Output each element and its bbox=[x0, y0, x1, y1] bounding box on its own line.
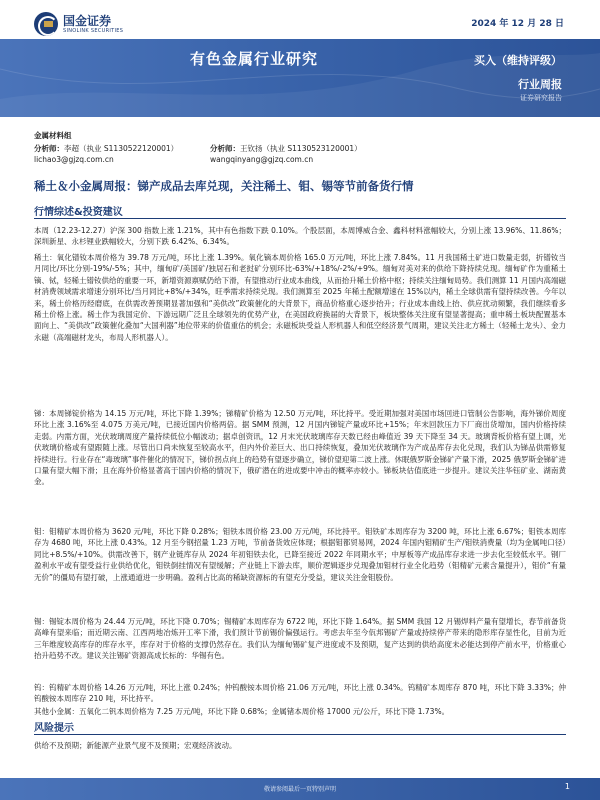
section-heading-summary: 行情综述&投资建议 bbox=[34, 207, 123, 218]
section-divider bbox=[34, 734, 566, 735]
report-category: 证券研究报告 bbox=[520, 94, 562, 102]
report-title: 有色金属行业研究 bbox=[190, 50, 319, 68]
paragraph-antimony: 锑：本周锑锭价格为 14.15 万元/吨，环比下降 1.39%；锑精矿价格为 12.50 万元/吨，环比持平。受近期加强对美国市场回进口管制公告影响，海外锑价周度环比上涨 3.16%至 4.075 万美元/吨，已接近国内价格两倍。据 SMM 预测，12 月国内锑锭产量或环比+15%；年末回款压力下厂商出货增加，国内价格持续走弱。内需方面，光伏玻璃周度产量持续低位小幅波动；据卓创资讯，12 月末光伏玻璃库存天数已经由峰值近 39 天下降至 34 天。玻璃背板价格有望上调，光伏玻璃价格或有望跟随上涨。尽管出口尚未恢复至较高水平，但内外价差巨大、出口持续恢复，叠加光伏玻璃作为产成品库存去化兑现，我们认为锑品供需修复持续进行。行业存在“毒玻璃”事件催化的情况下，锑价拐点向上的趋势有望逐步确立，锑价望迎第二波上涨。休眠俄罗斯金锑矿产量下滑，2025 俄罗斯金锑矿进口量有望大幅下滑；且在海外价格显著高于国内价格的情况下，俄矿潜在的进成要中冲击的概率亦较小。锑板块估值底进一步提升。建议关注华钰矿业、湖南黄金。 bbox=[34, 409, 566, 487]
analyst-2-name: 王钦扬（执业 S1130523120001） bbox=[240, 144, 362, 153]
paragraph-market-overview: 本周（12.23-12.27）沪深 300 指数上涨 1.21%，其中有色指数下跌 0.10%。个股层面，本周博威合金、鑫科材料涨幅较大，分别上涨 13.96%、11.86%；深圳新星、永杉锂业跌幅较大，分别下跌 6.42%、6.34%。 bbox=[34, 226, 566, 247]
risk-text: 供给不及预期；新能源产业景气度不及预期；宏观经济波动。 bbox=[34, 741, 237, 750]
analyst-2 bbox=[210, 143, 362, 154]
paragraph-molybdenum: 钼：钼精矿本周价格为 3620 元/吨，环比下降 0.28%；钼铁本周价格 23.00 万元/吨，环比持平。钼铁矿本周库存为 3200 吨，环比上涨 6.67%；钼铁本周库存为 4680 吨，环比上涨 0.43%。12 月至今钢招量 1.23 万吨，节前备货效应体现；根据钼都贸易网，2024 年国内钼精矿生产/钼铁消费量（均为金属吨口径）同比+8.5%/+10%。供需改善下，钢产业链库存从 2024 年初钼铁去化，已降至接近 2022 年同期水平；中厚板等产成品库存求进一步去化至较低水平。钢厂盈利水平或有望受益行业供给优化，钼铁倒挂情况有望缓解；产业链上下游去库，顺价逻辑逐步兑现叠加钼材行业全化趋势（钼精矿元素含量提升），钼价“有量无价”的僵局有望打破，上涨通道进一步明确。盈利占比高的稀缺资源标的有望充分受益，建议关注金钼股份。 bbox=[34, 527, 566, 582]
paragraph-other-metals: 其他小金属：五氧化二钒本周价格为 7.25 万元/吨，环比下降 0.68%；金属锗本周价格 17000 元/公斤，环比下降 1.73%。 bbox=[34, 707, 450, 716]
analyst-1-name: 李超（执业 S1130522120001） bbox=[64, 144, 179, 153]
analyst-2-label: 分析师： bbox=[210, 144, 240, 153]
logo-icon bbox=[34, 12, 58, 36]
logo-name-en: SINOLINK SECURITIES bbox=[63, 27, 124, 34]
rating-label: 买入（维持评级） bbox=[474, 54, 562, 67]
report-headline: 稀土＆小金属周报：锑产成品去库兑现，关注稀土、钼、锡等节前备货行情 bbox=[34, 179, 414, 193]
paragraph-rare-earth: 稀土：氧化镨钕本周价格为 39.78 万元/吨，环比上涨 1.39%。氧化镝本周价格 165.0 万元/吨，环比上涨 7.84%。11 月我国稀土矿进口数量走弱，折镨钕当月同比/环比分别-19%/-5%；其中，缅甸矿/美国矿/独居石和老挝矿分别环比-63%/+18%/-2%/+9%。缅甸对美对来的供给下降持续兑现。缅甸矿作为重稀土镝、铽，轻稀土镨钕供给的重要一环，新增资源禀赋仍给下滑，有望推动行业成本曲线，从而抬升稀土价格中枢；持续关注缅甸局势。我们测算 11 月国内高端磁材消费领域需求增速分别环比/当月同比+8%/+34%，旺季需求持续兑现。我们测算至 2025 年稀土配额增速在 15%以内，稀土全球供需有望持续改善。今年以来，稀土价格历经磨底，在供需改善预期显著加强和“美供改”政策催化的大背景下，商品价格重心逐步抬升；行业成本曲线上抬、供应扰动频繁，我们继续看多稀土价格上涨。稀土作为我国定价、下游远期广泛且全球领先的优势产业，在美国政府换届的大背景下，板块整体关注度有望显著提高；重申稀土板块配置基本面向上、“美供改”政策催化叠加“大国利器”地位带来的价值重估的机会；永磁板块受益人形机器人和低空经济景气周期，建议关注北方稀土（轻稀土龙头）、金力永磁（高端磁材龙头，布局人形机器人）。 bbox=[34, 253, 566, 342]
paragraph-tin: 锡：锡锭本周价格为 24.44 万元/吨，环比下降 0.70%；锡精矿本周库存为 6722 吨，环比下降 1.64%。据 SMM 我国 12 月锡焊料产量有望增长，春节前备货高峰有望来临；而近期云南、江西两地冶炼开工率下滑，我们预计节前锡价偏强运行。考虑去年至今佤邦锡矿产量或持续停产带来的隐形库存显性化，目前为近三年维度较高库存的库存水平，库存对于价格的支撑仍然存在。我们认为缅甸锡矿复产进度或不及预期，复产达到的供给高度未必能达到停产前水平，价格重心抬升趋势不改。建议关注锡矿资源高成长标的：华锡有色。 bbox=[34, 617, 566, 661]
analyst-1 bbox=[34, 143, 178, 154]
paragraph-tungsten: 钨：钨精矿本周价格 14.26 万元/吨，环比上涨 0.24%；仲钨酸铵本周价格 21.06 万元/吨，环比上涨 0.34%。钨精矿本周库存 870 吨，环比下降 3.33%；仲钨酸铵本周库存 210 吨，环比持平。 bbox=[34, 683, 566, 704]
section-divider bbox=[34, 218, 566, 219]
report-date: 2024 年 12 月 28 日 bbox=[471, 19, 564, 29]
brand-logo bbox=[34, 12, 123, 36]
analyst-1-label: 分析师： bbox=[34, 144, 64, 153]
analyst-2-email[interactable]: wangqinyang@gjzq.com.cn bbox=[210, 155, 314, 164]
footer-disclaimer[interactable]: 敬请参阅最后一页特别声明 bbox=[263, 786, 336, 793]
page-number: 1 bbox=[564, 782, 570, 791]
section-heading-risk: 风险提示 bbox=[34, 723, 74, 734]
logo-name-cn: 国金证券 bbox=[63, 13, 112, 28]
report-type: 行业周报 bbox=[518, 78, 562, 91]
team-name: 金属材料组 bbox=[34, 131, 72, 140]
analyst-1-email[interactable]: lichao3@gjzq.com.cn bbox=[34, 155, 114, 164]
